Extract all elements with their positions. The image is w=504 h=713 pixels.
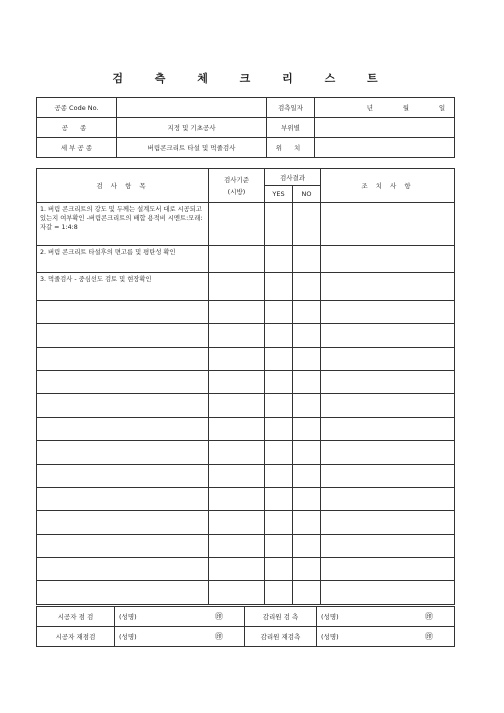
trade-field[interactable]: 지정 및 기초공사 xyxy=(117,118,267,138)
standard-header xyxy=(209,169,265,203)
yes-cell[interactable] xyxy=(265,370,293,393)
supervisor-inspect-label: 감리원 검 측 xyxy=(245,607,317,627)
action-cell[interactable] xyxy=(321,370,455,393)
yes-cell[interactable] xyxy=(265,534,293,557)
action-header: 조 치 사 항 xyxy=(321,169,455,203)
no-cell[interactable] xyxy=(293,347,321,370)
supervisor-reinspect-label: 감리원 재검측 xyxy=(245,627,317,647)
action-cell[interactable] xyxy=(321,534,455,557)
year-label: 년 xyxy=(366,104,373,112)
part-label: 부위별 xyxy=(267,118,315,138)
seal-mark: ㊞ xyxy=(215,612,223,621)
action-cell[interactable] xyxy=(321,300,455,323)
action-cell[interactable] xyxy=(321,394,455,417)
signature-table xyxy=(36,606,455,647)
seal-mark: ㊞ xyxy=(215,632,223,641)
check-item-1: 1. 버림 콘크리트의 강도 및 두께는 설계도서 대로 시공되고 있는지 여부확인 -버림콘크리트의 배합 용적비 시멘트:모래:자갈 = 1:4:8 xyxy=(37,203,209,246)
date-field[interactable] xyxy=(315,98,455,118)
empty-item-cell[interactable] xyxy=(37,441,209,464)
standard-cell[interactable] xyxy=(209,300,265,323)
standard-header-sub: (시방) xyxy=(227,187,246,196)
no-cell[interactable] xyxy=(293,558,321,581)
location-field[interactable] xyxy=(315,138,455,158)
action-cell[interactable] xyxy=(321,273,455,300)
no-cell[interactable] xyxy=(293,464,321,487)
empty-item-cell[interactable] xyxy=(37,394,209,417)
yes-cell[interactable] xyxy=(265,273,293,300)
standard-cell[interactable] xyxy=(209,417,265,440)
no-cell[interactable] xyxy=(293,324,321,347)
action-cell[interactable] xyxy=(321,347,455,370)
no-cell[interactable] xyxy=(293,273,321,300)
standard-cell[interactable] xyxy=(209,370,265,393)
yes-cell[interactable] xyxy=(265,417,293,440)
item-header: 검 사 항 목 xyxy=(37,169,209,203)
checklist-table xyxy=(36,168,455,605)
standard-cell[interactable] xyxy=(209,441,265,464)
standard-cell[interactable] xyxy=(209,581,265,604)
month-label: 월 xyxy=(402,104,410,112)
yes-header: YES xyxy=(265,186,293,203)
code-label: 공종 Code No. xyxy=(37,98,117,118)
empty-item-cell[interactable] xyxy=(37,417,209,440)
yes-cell[interactable] xyxy=(265,581,293,604)
no-cell[interactable] xyxy=(293,246,321,273)
contractor-inspect-label: 시공자 점 검 xyxy=(37,607,115,627)
no-header: NO xyxy=(293,186,321,203)
no-cell[interactable] xyxy=(293,300,321,323)
empty-item-cell[interactable] xyxy=(37,511,209,534)
no-cell[interactable] xyxy=(293,581,321,604)
contractor-reinspect-sign[interactable] xyxy=(115,627,245,647)
code-field[interactable] xyxy=(117,98,267,118)
no-cell[interactable] xyxy=(293,394,321,417)
standard-cell[interactable] xyxy=(209,273,265,300)
yes-cell[interactable] xyxy=(265,441,293,464)
supervisor-inspect-sign[interactable] xyxy=(317,607,455,627)
standard-cell[interactable] xyxy=(209,487,265,510)
subtrade-label: 세 부 공 종 xyxy=(37,138,117,158)
standard-cell[interactable] xyxy=(209,511,265,534)
empty-item-cell[interactable] xyxy=(37,370,209,393)
action-cell[interactable] xyxy=(321,441,455,464)
action-cell[interactable] xyxy=(321,324,455,347)
yes-cell[interactable] xyxy=(265,394,293,417)
name-placeholder: (성명) xyxy=(321,613,339,621)
action-cell[interactable] xyxy=(321,581,455,604)
yes-cell[interactable] xyxy=(265,487,293,510)
standard-cell[interactable] xyxy=(209,203,265,246)
document-title: 검 측 체 크 리 스 트 xyxy=(112,72,392,85)
supervisor-reinspect-sign[interactable] xyxy=(317,627,455,647)
no-cell[interactable] xyxy=(293,441,321,464)
result-header: 검사결과 xyxy=(265,169,321,186)
seal-mark: ㊞ xyxy=(425,612,433,621)
standard-cell[interactable] xyxy=(209,324,265,347)
check-item-3: 3. 먹줄검사 - 중심선도 검토 및 현장확인 xyxy=(37,273,209,300)
name-placeholder: (성명) xyxy=(119,613,137,621)
subtrade-field[interactable]: 버림콘크리트 타설 및 먹줄검사 xyxy=(117,138,267,158)
empty-item-cell[interactable] xyxy=(37,464,209,487)
standard-cell[interactable] xyxy=(209,558,265,581)
action-cell[interactable] xyxy=(321,558,455,581)
seal-mark: ㊞ xyxy=(425,632,433,641)
no-cell[interactable] xyxy=(293,417,321,440)
standard-cell[interactable] xyxy=(209,246,265,273)
no-cell[interactable] xyxy=(293,487,321,510)
name-placeholder: (성명) xyxy=(119,633,137,641)
standard-cell[interactable] xyxy=(209,394,265,417)
empty-item-cell[interactable] xyxy=(37,581,209,604)
yes-cell[interactable] xyxy=(265,558,293,581)
empty-item-cell[interactable] xyxy=(37,558,209,581)
standard-cell[interactable] xyxy=(209,347,265,370)
action-cell[interactable] xyxy=(321,464,455,487)
part-field[interactable] xyxy=(315,118,455,138)
yes-cell[interactable] xyxy=(265,347,293,370)
standard-cell[interactable] xyxy=(209,534,265,557)
empty-item-cell[interactable] xyxy=(37,347,209,370)
yes-cell[interactable] xyxy=(265,300,293,323)
contractor-inspect-sign[interactable] xyxy=(115,607,245,627)
info-table xyxy=(36,97,455,158)
action-cell[interactable] xyxy=(321,203,455,246)
trade-label: 공 종 xyxy=(37,118,117,138)
yes-cell[interactable] xyxy=(265,511,293,534)
no-cell[interactable] xyxy=(293,370,321,393)
day-label: 일 xyxy=(438,104,446,112)
yes-cell[interactable] xyxy=(265,203,293,246)
yes-cell[interactable] xyxy=(265,464,293,487)
name-placeholder: (성명) xyxy=(321,633,339,641)
contractor-reinspect-label: 시공자 재점검 xyxy=(37,627,115,647)
empty-item-cell[interactable] xyxy=(37,324,209,347)
date-label: 검측일자 xyxy=(267,98,315,118)
check-item-2: 2. 버림 콘크리트 타설후의 면고름 및 평탄성 확인 xyxy=(37,246,209,273)
no-cell[interactable] xyxy=(293,511,321,534)
action-cell[interactable] xyxy=(321,246,455,273)
action-cell[interactable] xyxy=(321,417,455,440)
no-cell[interactable] xyxy=(293,203,321,246)
no-cell[interactable] xyxy=(293,534,321,557)
empty-item-cell[interactable] xyxy=(37,534,209,557)
empty-item-cell[interactable] xyxy=(37,487,209,510)
standard-cell[interactable] xyxy=(209,464,265,487)
empty-item-cell[interactable] xyxy=(37,300,209,323)
action-cell[interactable] xyxy=(321,487,455,510)
standard-header-label: 검사기준 xyxy=(223,175,250,184)
yes-cell[interactable] xyxy=(265,246,293,273)
action-cell[interactable] xyxy=(321,511,455,534)
yes-cell[interactable] xyxy=(265,324,293,347)
location-label: 위 치 xyxy=(267,138,315,158)
